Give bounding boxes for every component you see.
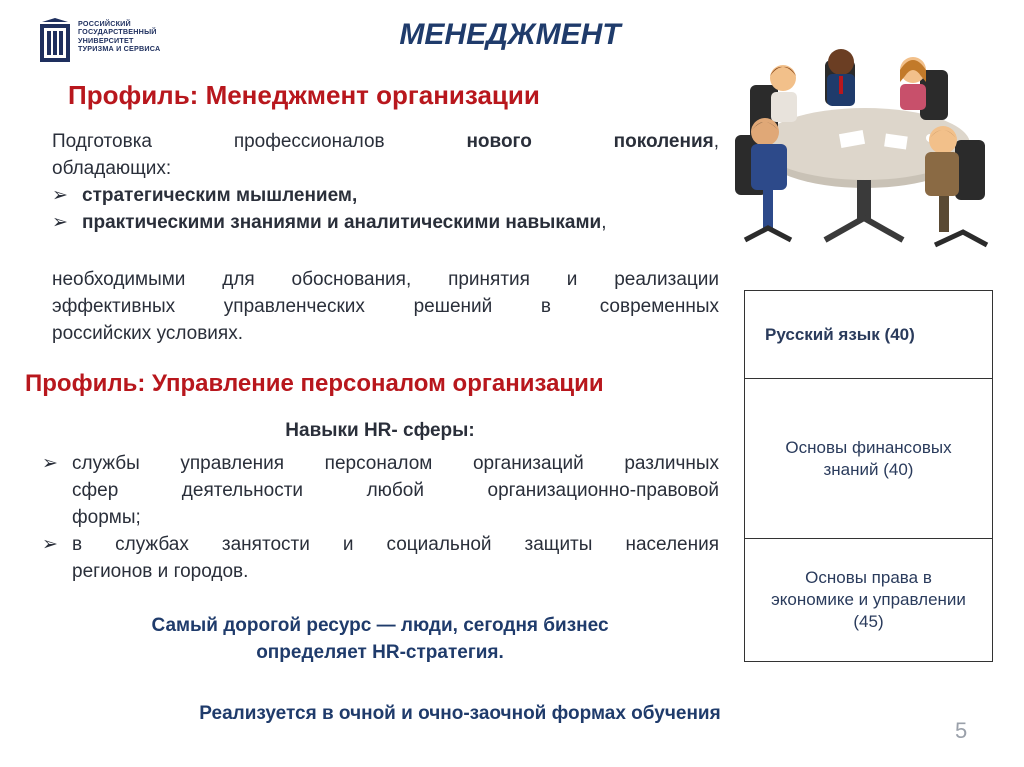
profile-intro-continuation: обладающих:	[52, 158, 172, 179]
table-row: Русский язык (40)	[745, 291, 992, 379]
arrow-bullet-icon: ➢	[52, 185, 68, 206]
list-item: ➢ службы управления персоналом организаций различных сфер деятельности любой организационно-правовой формы;	[42, 450, 719, 531]
page-number: 5	[955, 718, 968, 743]
hr-quote: Самый дорогой ресурс — люди, сегодня бизнес определяет HR-стратегия.	[151, 615, 609, 663]
university-logo	[38, 18, 178, 70]
profile-hr-title: Профиль: Управление персоналом организации	[25, 370, 604, 397]
study-form-note: Реализуется в очной и очно-заочной формах обучения	[199, 703, 721, 724]
list-item: ➢ стратегическим мышлением,	[52, 182, 357, 209]
entrance-exams-table	[744, 290, 993, 662]
table-row: Основы права в экономике и управлении (45)	[771, 568, 966, 631]
arrow-bullet-icon: ➢	[52, 212, 68, 233]
list-item: ➢ в службах занятости и социальной защиты населения регионов и городов.	[42, 531, 719, 585]
profile-intro-line: Подготовка профессионалов нового поколения,	[52, 131, 720, 152]
profile-description-paragraph: необходимыми для обоснования, принятия и реализации эффективных управленческих решений в современных российских условиях.	[52, 269, 719, 344]
profile-management-title: Профиль: Менеджмент организации	[68, 80, 540, 110]
business-meeting-illustration	[725, 40, 995, 255]
list-item: ➢ практическими знаниями и аналитическими навыками,	[52, 209, 606, 236]
university-emblem-icon	[38, 18, 72, 66]
table-row: Основы финансовых знаний (40)	[745, 379, 992, 539]
page-title: МЕНЕДЖМЕНТ	[399, 18, 621, 51]
arrow-bullet-icon: ➢	[42, 534, 58, 555]
university-name: РОССИЙСКИЙ ГОСУДАРСТВЕННЫЙ УНИВЕРСИТЕТ ТУРИЗМА И СЕРВИСА	[78, 19, 161, 54]
arrow-bullet-icon: ➢	[42, 453, 58, 474]
hr-skills-heading: Навыки HR- сферы:	[285, 420, 475, 441]
